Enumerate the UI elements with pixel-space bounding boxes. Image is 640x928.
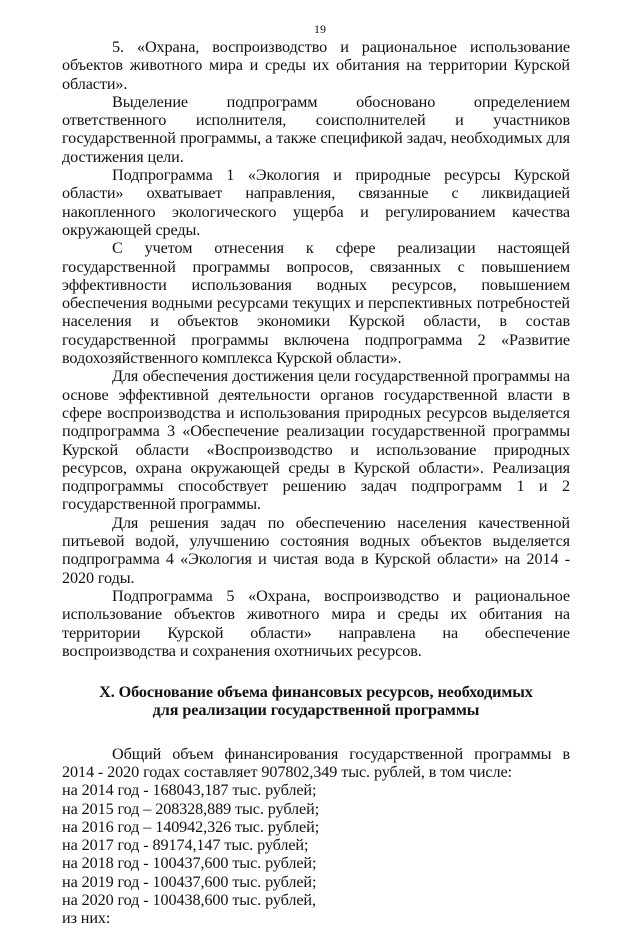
- funding-year-item: на 2020 год - 100438,600 тыс. рублей,: [62, 891, 316, 910]
- section-heading-line-1: X. Обоснование объема финансовых ресурсов, необходимых: [99, 683, 533, 702]
- paragraph-subprogram-3: Для обеспечения достижения цели государственной программы на основе эффективной деятельности органов государственной власти в сфере воспроизводства и использования природных ресурсов выделяется подпрограмма 3 «Обеспечение реализации государственной программы Курской области «Воспроизводство и использование природных ресурсов, охрана окружающей среды в Курской области». Реализация подпрограммы способствует решению задач подпрограмм 1 и 2 государственной программы.: [62, 367, 570, 514]
- paragraph-subprograms-rationale: Выделение подпрограмм обосновано определением ответственного исполнителя, соисполнителей и участников государственной программы, а также спецификой задач, необходимых для достижения цели.: [62, 92, 570, 166]
- paragraph-subprogram-2: С учетом отнесения к сфере реализации настоящей государственной программы вопросов, связанных с повышением эффективности использования водных ресурсов, повышением обеспечения водными ресурсами текущих и перспективных потребностей населения и объектов экономики Курской области, в состав государственной программы включена подпрограмма 2 «Развитие водохозяйственного комплекса Курской области».: [62, 239, 570, 368]
- funding-years-list: [62, 781, 570, 909]
- funding-year-item: на 2019 год - 100437,600 тыс. рублей;: [62, 872, 317, 891]
- funding-year-item: на 2016 год – 140942,326 тыс. рублей;: [62, 817, 320, 836]
- funding-year-item: на 2014 год - 168043,187 тыс. рублей;: [62, 781, 317, 800]
- funding-year-item: на 2017 год - 89174,147 тыс. рублей;: [62, 836, 309, 855]
- funding-tail: из них:: [62, 909, 111, 928]
- document-body: [62, 38, 570, 928]
- page-number: 19: [314, 22, 326, 36]
- paragraph-subprogram-1: Подпрограмма 1 «Экология и природные ресурсы Курской области» охватывает направления, связанные с ликвидацией накопленного экологического ущерба и регулированием качества окружающей среды.: [62, 166, 570, 239]
- funding-year-item: на 2018 год - 100437,600 тыс. рублей;: [62, 854, 317, 873]
- paragraph-subprogram-5: Подпрограмма 5 «Охрана, воспроизводство и рациональное использование объектов животного мира и среды их обитания на территории Курской области» направлена на обеспечение воспроизводства и сохранения охотничьих ресурсов.: [62, 586, 570, 660]
- paragraph-subprogram-5-item: 5. «Охрана, воспроизводство и рациональное использование объектов животного мира и среды их обитания на территории Курской области».: [62, 38, 570, 93]
- section-heading: [62, 683, 570, 720]
- funding-intro: Общий объем финансирования государственной программы в 2014 - 2020 годах составляет 907802,349 тыс. рублей, в том числе:: [62, 744, 570, 781]
- paragraph-subprogram-4: Для решения задач по обеспечению населения качественной питьевой водой, улучшению состояния водных объектов выделяется подпрограмма 4 «Экология и чистая вода в Курской области» на 2014 - 2020 годы.: [62, 513, 570, 587]
- section-heading-line-2: для реализации государственной программы: [152, 701, 480, 720]
- funding-year-item: на 2015 год – 208328,889 тыс. рублей;: [62, 799, 320, 818]
